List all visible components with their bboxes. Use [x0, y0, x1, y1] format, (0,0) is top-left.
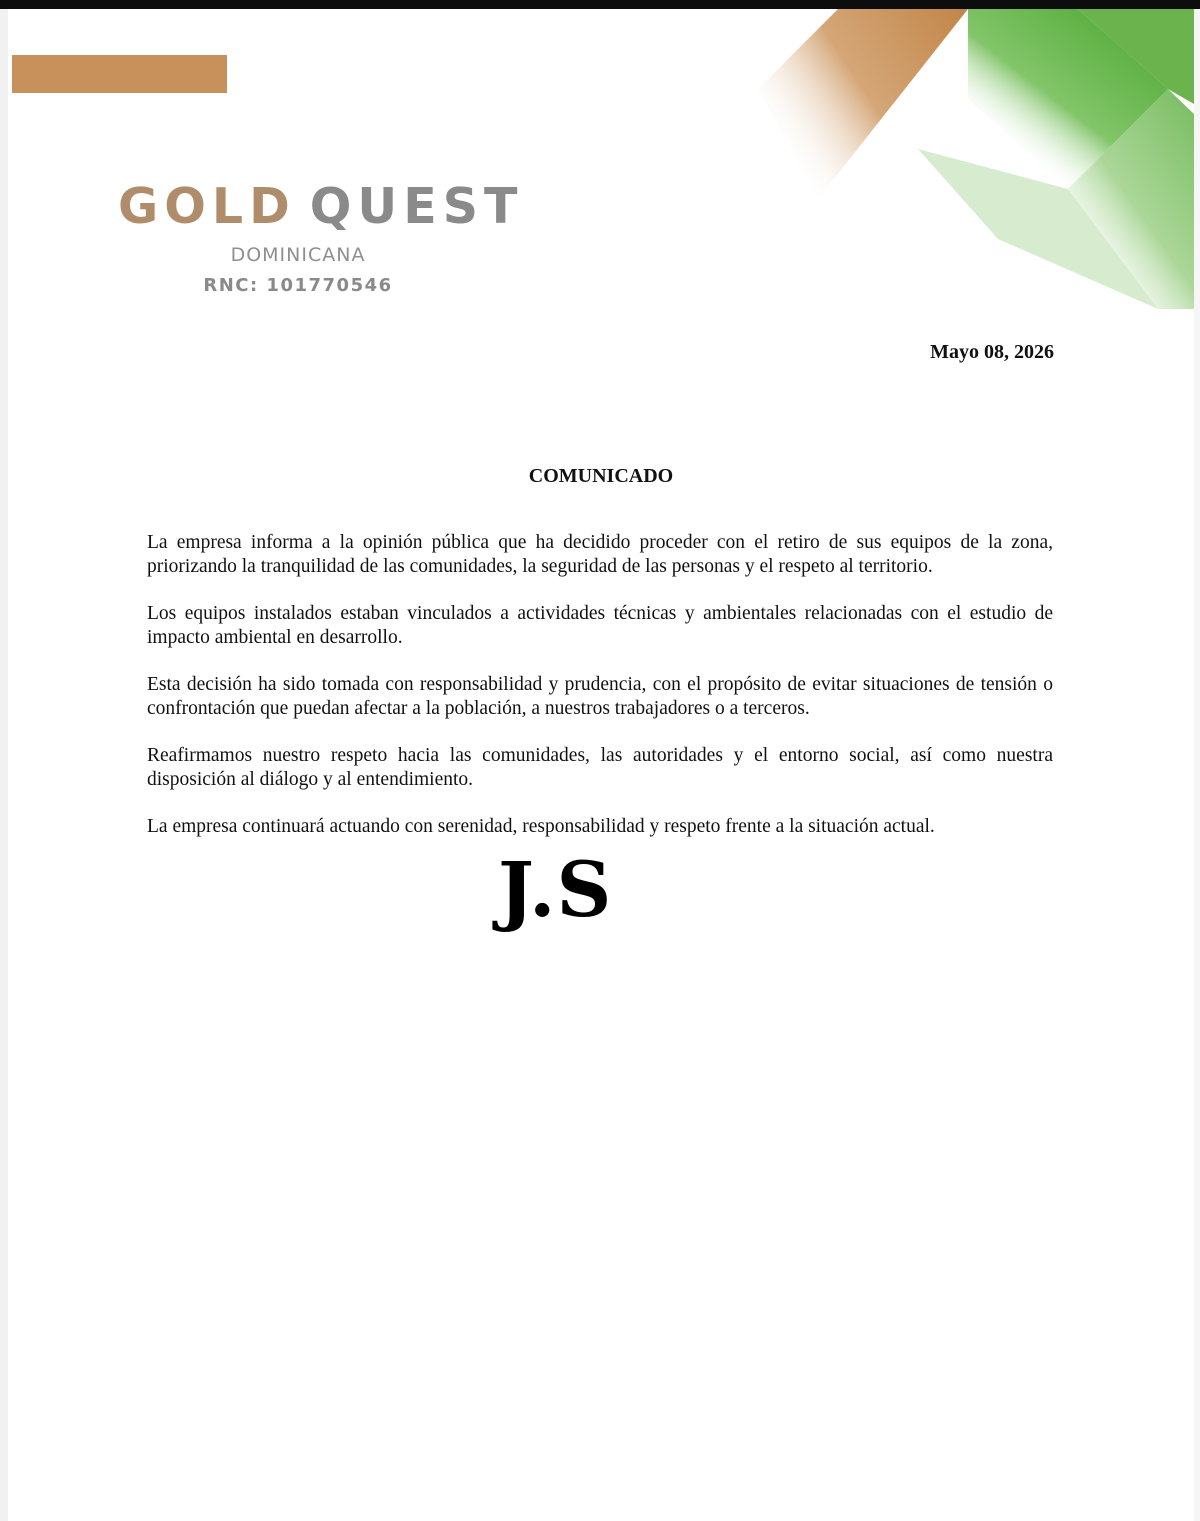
- signature-initials: J.S: [498, 845, 613, 934]
- body-paragraph: Esta decisión ha sido tomada con responsabilidad y prudencia, con el propósito de evitar situaciones de tensión o confrontación que puedan afectar a la población, a nuestros trabajadores o a terceros.: [147, 674, 1053, 719]
- logo-wordmark: [118, 177, 524, 237]
- body-paragraph: Reafirmamos nuestro respeto hacia las comunidades, las autoridades y el entorno social, así como nuestra disposición al diálogo y al entendimiento.: [147, 745, 1053, 790]
- right-border: [1194, 9, 1200, 1521]
- document-title: COMUNICADO: [528, 465, 674, 487]
- body-paragraph: Los equipos instalados estaban vinculados a actividades técnicas y ambientales relacionadas con el estudio de impacto ambiental en desarrollo.: [147, 603, 1053, 648]
- top-border: [0, 0, 1200, 9]
- company-logo: [118, 177, 524, 296]
- logo-gold-text: GOLD: [118, 178, 296, 235]
- logo-subtitle: DOMINICANA: [230, 244, 366, 266]
- body-paragraph: La empresa continuará actuando con serenidad, responsabilidad y respeto frente a la situación actual.: [147, 816, 935, 837]
- corner-decoration-graphic: [738, 9, 1194, 329]
- logo-quest-text: QUEST: [309, 178, 524, 235]
- company-rnc: RNC: 101770546: [203, 275, 393, 296]
- document-body: [147, 531, 1053, 863]
- header-accent-bar: [12, 55, 227, 93]
- document-date: Mayo 08, 2026: [930, 341, 1054, 363]
- document-page: [8, 9, 1194, 1521]
- left-border: [0, 9, 8, 1521]
- orange-stripe-shape: [758, 9, 968, 199]
- body-paragraph: La empresa informa a la opinión pública que ha decidido proceder con el retiro de sus equipos de la zona, priorizando la tranquilidad de las comunidades, la seguridad de las personas y el respeto al territorio.: [147, 532, 1053, 577]
